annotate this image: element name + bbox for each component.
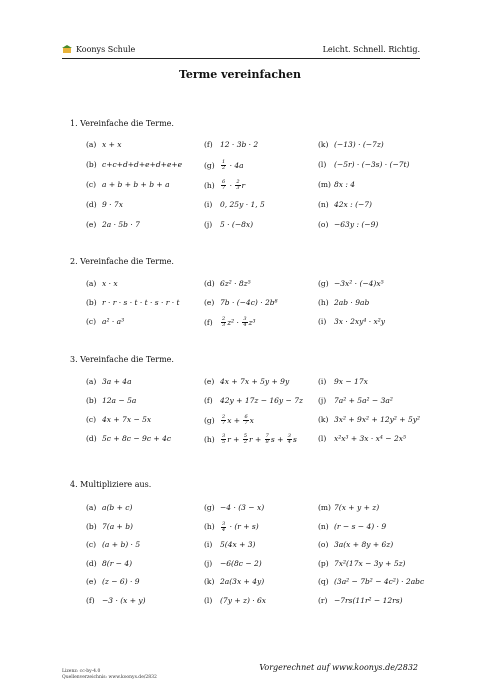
exercise-expression: c+c+d+d+e+d+e+e — [102, 160, 183, 169]
exercise-item — [86, 298, 180, 307]
exercise-item — [318, 220, 378, 229]
task-3-title: 3. Vereinfache die Terme. — [70, 355, 174, 364]
exercise-label: (c) — [86, 540, 97, 549]
exercise-item — [318, 540, 393, 549]
exercise-label: (c) — [86, 415, 97, 424]
exercise-expression: 8x : 4 — [334, 180, 356, 189]
exercise-item — [204, 540, 255, 549]
exercise-label: (b) — [86, 521, 97, 531]
exercise-item — [86, 596, 146, 605]
exercise-label: (l) — [318, 434, 327, 443]
exercise-item — [204, 200, 265, 209]
exercise-item — [204, 317, 255, 328]
exercise-label: (r) — [318, 595, 328, 605]
school-logo-icon — [62, 45, 72, 53]
fraction: $\frac{3}{5}$ — [222, 433, 226, 445]
exercise-item — [86, 503, 132, 512]
exercise-row — [0, 577, 480, 589]
fraction: $\frac{2}{3}$ — [236, 179, 240, 191]
exercise-item — [86, 377, 132, 386]
exercise-label: (m) — [318, 503, 331, 512]
exercise-item — [204, 577, 264, 586]
exercise-item — [86, 559, 132, 568]
exercise-row — [0, 220, 480, 232]
fraction: $\frac{3}{4}$ — [222, 520, 226, 533]
exercise-item — [318, 160, 409, 169]
exercise-expression: x²x³ + 3x · x⁴ − 2x⁵ — [334, 434, 406, 443]
exercise-label: (e) — [86, 577, 97, 586]
exercise-item — [204, 220, 253, 229]
exercise-label: (m) — [318, 180, 331, 189]
task-4-title: 4. Multipliziere aus. — [70, 480, 152, 489]
exercise-expression: (a + b) · 5 — [102, 540, 141, 549]
exercise-row — [0, 140, 480, 152]
exercise-item — [86, 220, 140, 229]
header-slogan: Leicht. Schnell. Richtig. — [322, 45, 420, 54]
exercise-expression: a + b + b + b + a — [102, 180, 170, 189]
exercise-label: (e) — [86, 220, 97, 229]
exercise-expression: −3 · (x + y) — [102, 595, 146, 605]
exercise-expression: 3x² + 9x² + 12y² + 5y² — [334, 415, 420, 424]
exercise-label: (f) — [204, 396, 213, 405]
exercise-label: (l) — [204, 595, 213, 605]
exercise-label: (b) — [86, 160, 97, 169]
exercise-item — [204, 160, 244, 171]
exercise-expression: 0, 25y · 1, 5 — [220, 200, 265, 209]
exercise-expression: −63y : (−9) — [334, 220, 379, 229]
exercise-expression: $\frac{1}{2}$ · 4a — [222, 159, 244, 171]
exercise-expression: 2a · 5b · 7 — [102, 220, 140, 229]
fraction: $\frac{2}{7}$ — [222, 414, 226, 426]
exercise-label: (j) — [318, 396, 327, 405]
exercise-label: (f) — [86, 595, 95, 605]
exercise-expression: −3x² · (−4)x⁵ — [334, 279, 384, 288]
exercise-item — [204, 377, 289, 386]
exercise-expression: (7y + z) · 6x — [220, 595, 267, 605]
exercise-expression: x + x — [102, 140, 122, 149]
exercise-row — [0, 522, 480, 534]
exercise-label: (d) — [86, 434, 97, 443]
exercise-expression: 7x²(17x − 3y + 5z) — [334, 558, 406, 568]
exercise-item — [318, 522, 386, 531]
exercise-expression: 3a + 4a — [102, 377, 132, 386]
exercise-item — [86, 396, 136, 405]
exercise-label: (e) — [204, 298, 215, 307]
exercise-label: (n) — [318, 521, 329, 531]
exercise-expression: 12a − 5a — [102, 396, 137, 405]
exercise-label: (l) — [318, 160, 327, 169]
fraction: $\frac{5}{2}$ — [243, 433, 248, 445]
exercise-label: (a) — [86, 377, 97, 386]
exercise-expression: −6(8c − 2) — [220, 558, 262, 568]
exercise-label: (h) — [318, 298, 329, 307]
exercise-label: (d) — [86, 200, 97, 209]
exercise-row — [0, 559, 480, 571]
exercise-item — [204, 396, 303, 405]
exercise-label: (i) — [204, 540, 213, 549]
exercise-label: (n) — [318, 200, 329, 209]
fraction: $\frac{7}{8}$ — [265, 433, 269, 445]
exercise-label: (b) — [86, 396, 97, 405]
exercise-item — [318, 180, 355, 189]
exercise-label: (h) — [204, 434, 215, 444]
source-text: Quellenverzeichnis: www.koonys.de/2832 — [62, 675, 157, 680]
exercise-item — [204, 140, 258, 149]
fraction: $\frac{2}{3}$ — [222, 316, 226, 328]
exercise-expression: $\frac{2}{3}$ z² · $\frac{3}{4}$ z³ — [222, 316, 256, 328]
exercise-row — [0, 396, 480, 408]
exercise-label: (a) — [86, 503, 97, 512]
exercise-label: (c) — [86, 180, 97, 189]
exercise-expression: 7a² + 5a² − 3a² — [334, 396, 393, 405]
exercise-expression: −7rs(11r² − 12rs) — [334, 595, 403, 605]
exercise-item — [86, 200, 123, 209]
exercise-label: (a) — [86, 140, 97, 149]
exercise-item — [318, 434, 406, 443]
exercise-item — [204, 503, 264, 512]
exercise-expression: $\frac{3}{4}$ · (r + s) — [222, 520, 259, 533]
solution-link[interactable]: Vorgerechnet auf www.koonys.de/2832 — [259, 663, 418, 672]
exercise-expression: 4x + 7x + 5y + 9y — [220, 377, 290, 386]
exercise-expression: 8(r − 4) — [102, 558, 133, 568]
exercise-item — [86, 540, 140, 549]
exercise-item — [318, 377, 368, 386]
exercise-expression: a(b + c) — [102, 503, 133, 512]
exercise-label: (k) — [318, 140, 329, 149]
exercise-label: (i) — [318, 317, 327, 326]
exercise-item — [86, 317, 124, 326]
exercise-expression: x · x — [102, 279, 118, 288]
exercise-label: (g) — [204, 415, 215, 425]
exercise-expression: 3a(x + 8y + 6z) — [334, 540, 394, 549]
exercise-item — [86, 434, 171, 443]
exercise-expression: 4x + 7x − 5x — [102, 415, 152, 424]
exercise-item — [204, 298, 278, 307]
exercise-expression: −4 · (3 − x) — [220, 503, 265, 512]
exercise-label: (p) — [318, 558, 329, 568]
license-text: Lizenz: cc-by-4.0 — [62, 669, 101, 674]
exercise-label: (g) — [204, 503, 215, 512]
exercise-item — [318, 396, 393, 405]
exercise-row — [0, 180, 480, 192]
brand — [62, 45, 135, 54]
exercise-label: (q) — [318, 577, 329, 586]
exercise-item — [318, 415, 420, 424]
exercise-item — [318, 140, 384, 149]
exercise-item — [86, 279, 118, 288]
exercise-expression: 5 · (−8x) — [220, 220, 254, 229]
exercise-expression: $\frac{3}{5}$ r + $\frac{5}{2}$ r + $\frac{7}{8}$ s + $\frac{3}{4}$ s — [222, 433, 297, 445]
exercise-expression: 9x − 17x — [334, 377, 368, 386]
exercise-item — [318, 577, 424, 586]
exercise-label: (f) — [204, 140, 213, 149]
exercise-label: (k) — [204, 577, 215, 586]
exercise-label: (c) — [86, 317, 97, 326]
exercise-row — [0, 415, 480, 427]
exercise-expression: 2a(3x + 4y) — [220, 577, 265, 586]
exercise-expression: (3a² − 7b² − 4c²) · 2abc — [334, 577, 425, 586]
exercise-label: (h) — [204, 180, 215, 190]
exercise-item — [204, 415, 254, 426]
exercise-item — [318, 503, 379, 512]
exercise-expression: 5(4x + 3) — [220, 540, 256, 549]
exercise-expression: 9 · 7x — [102, 200, 123, 209]
exercise-item — [318, 596, 403, 605]
exercise-expression: (−5r) · (−3s) · (−7t) — [334, 160, 410, 169]
exercise-row — [0, 503, 480, 515]
exercise-item — [204, 180, 245, 191]
exercise-row — [0, 160, 480, 172]
exercise-row — [0, 298, 480, 310]
exercise-label: (a) — [86, 279, 97, 288]
fraction: $\frac{3}{4}$ — [243, 316, 247, 328]
exercise-item — [318, 559, 405, 568]
exercise-item — [86, 577, 140, 586]
exercise-item — [86, 160, 182, 169]
exercise-label: (g) — [318, 279, 329, 288]
exercise-label: (d) — [204, 279, 215, 288]
exercise-item — [318, 279, 384, 288]
exercise-expression: r · r · s · t · t · s · r · t — [102, 298, 180, 307]
exercise-expression: (−13) · (−7z) — [334, 140, 384, 149]
exercise-expression: 6z² · 8z⁵ — [220, 279, 251, 288]
exercise-expression: $\frac{6}{7}$ · $\frac{2}{3}$ r — [222, 179, 246, 191]
exercise-label: (h) — [204, 522, 215, 531]
fraction: $\frac{1}{2}$ — [222, 159, 226, 171]
exercise-expression: 7b · (−4c) · 2b⁸ — [220, 298, 278, 307]
exercise-expression: $\frac{2}{7}$ x + $\frac{6}{7}$ x — [222, 414, 254, 426]
exercise-row — [0, 596, 480, 608]
exercise-label: (i) — [318, 377, 327, 386]
exercise-row — [0, 434, 480, 446]
footer-license-block — [62, 669, 157, 681]
exercise-label: (o) — [318, 220, 329, 229]
exercise-expression: 3x · 2xy⁴ · x²y — [334, 317, 386, 326]
exercise-label: (f) — [204, 317, 213, 327]
exercise-expression: 5c + 8c − 9c + 4c — [102, 434, 172, 443]
exercise-expression: 2ab · 9ab — [334, 298, 370, 307]
exercise-item — [318, 298, 369, 307]
exercise-item — [86, 140, 122, 149]
fraction: $\frac{3}{4}$ — [287, 433, 291, 445]
exercise-label: (b) — [86, 298, 97, 307]
exercise-expression: a² · a³ — [102, 317, 125, 326]
exercise-label: (k) — [318, 415, 329, 424]
exercise-item — [204, 559, 262, 568]
exercise-label: (i) — [204, 200, 213, 209]
exercise-expression: 7(a + b) — [102, 521, 133, 531]
exercise-item — [204, 522, 259, 533]
exercise-label: (j) — [204, 220, 213, 229]
exercise-row — [0, 200, 480, 212]
exercise-label: (j) — [204, 558, 213, 568]
exercise-row — [0, 317, 480, 329]
exercise-expression: (r − s − 4) · 9 — [334, 521, 387, 531]
page-header — [62, 44, 420, 59]
exercise-item — [86, 180, 170, 189]
page-title: Terme vereinfachen — [178, 68, 302, 81]
fraction: $\frac{6}{7}$ — [222, 179, 226, 191]
exercise-item — [204, 279, 251, 288]
exercise-label: (g) — [204, 160, 215, 170]
exercise-row — [0, 279, 480, 291]
exercise-item — [318, 317, 385, 326]
exercise-expression: 42x : (−7) — [334, 200, 372, 209]
exercise-row — [0, 377, 480, 389]
fraction: $\frac{6}{7}$ — [244, 414, 248, 426]
exercise-item — [204, 434, 297, 445]
exercise-label: (o) — [318, 540, 329, 549]
task-1-title: 1. Vereinfache die Terme. — [70, 119, 174, 128]
exercise-expression: 12 · 3b · 2 — [220, 140, 259, 149]
exercise-expression: 42y + 17z − 16y − 7z — [220, 396, 303, 405]
exercise-item — [86, 415, 151, 424]
exercise-expression: 7(x + y + z) — [334, 503, 380, 512]
exercise-item — [86, 522, 133, 531]
exercise-item — [318, 200, 372, 209]
brand-name: Koonys Schule — [76, 45, 136, 54]
exercise-row — [0, 540, 480, 552]
exercise-label: (e) — [204, 377, 215, 386]
exercise-item — [204, 596, 266, 605]
exercise-expression: (z − 6) · 9 — [102, 577, 140, 586]
task-2-title: 2. Vereinfache die Terme. — [70, 257, 174, 266]
exercise-label: (d) — [86, 558, 97, 568]
